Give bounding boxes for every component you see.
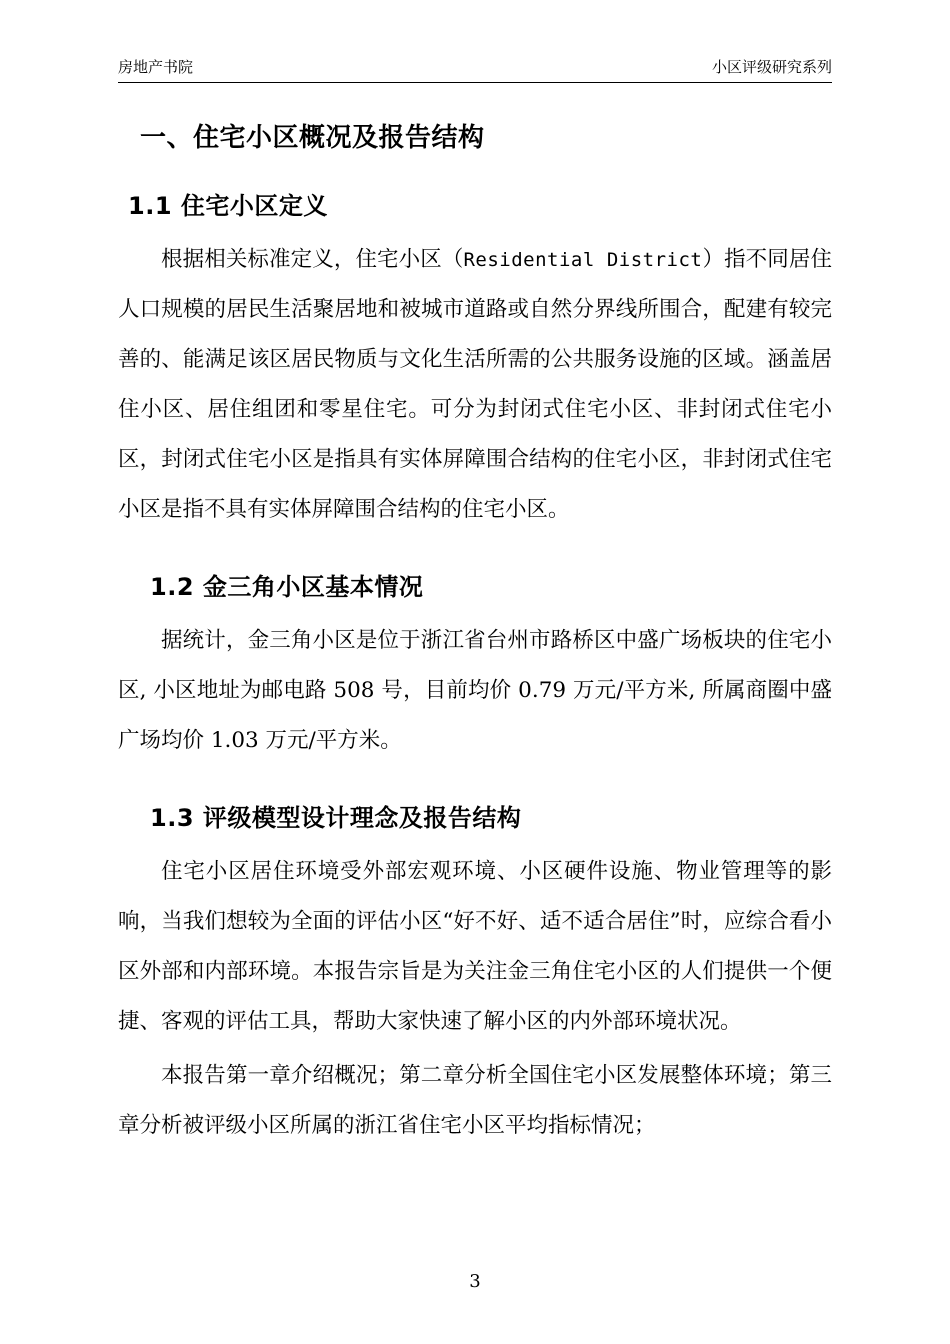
s11-text-a: 根据相关标准定义，住宅小区（ xyxy=(161,247,464,272)
page-content xyxy=(118,58,832,1151)
section-1-2-title: 1.2 金三角小区基本情况 xyxy=(150,573,424,601)
section-1-3-paragraph-2: 本报告第一章介绍概况；第二章分析全国住宅小区发展整体环境；第三章分析被评级小区所属的浙江省住宅小区平均指标情况； xyxy=(118,1063,832,1138)
section-1-3-title: 1.3 评级模型设计理念及报告结构 xyxy=(150,804,522,832)
s11-text-latin: Residential District xyxy=(463,249,703,271)
s11-text-b: ）指不同居住人口规模的居民生活聚居地和被城市道路或自然分界线所围合，配建有较完善的、能满足该区居民物质与文化生活所需的公共服务设施的区域。涵盖居住小区、居住组团和零星住宅。可分为封闭式住宅小区、非封闭式住宅小区，封闭式住宅小区是指具有实体屏障围合结构的住宅小区，非封闭式住宅小区是指不具有实体屏障围合结构的住宅小区。 xyxy=(118,247,832,522)
section-1-1-paragraph xyxy=(118,235,832,535)
page-header xyxy=(118,58,832,83)
header-left-text: 房地产书院 xyxy=(118,58,194,76)
section-1-3-paragraph-1: 住宅小区居住环境受外部宏观环境、小区硬件设施、物业管理等的影响，当我们想较为全面的评估小区“好不好、适不适合居住”时，应综合看小区外部和内部环境。本报告宗旨是为关注金三角住宅小区的人们提供一个便捷、客观的评估工具，帮助大家快速了解小区的内外部环境状况。 xyxy=(118,859,832,1034)
page-number: 3 xyxy=(469,1271,481,1292)
page-footer xyxy=(0,1271,950,1292)
header-right-text: 小区评级研究系列 xyxy=(711,58,832,76)
chapter-title: 一、住宅小区概况及报告结构 xyxy=(140,123,485,153)
section-1-2-paragraph: 据统计，金三角小区是位于浙江省台州市路桥区中盛广场板块的住宅小区, 小区地址为邮电路 508 号，目前均价 0.79 万元/平方米, 所属商圈中盛广场均价 1.03 万元/平方米。 xyxy=(118,628,832,753)
section-1-1-title: 1.1 住宅小区定义 xyxy=(128,192,328,220)
